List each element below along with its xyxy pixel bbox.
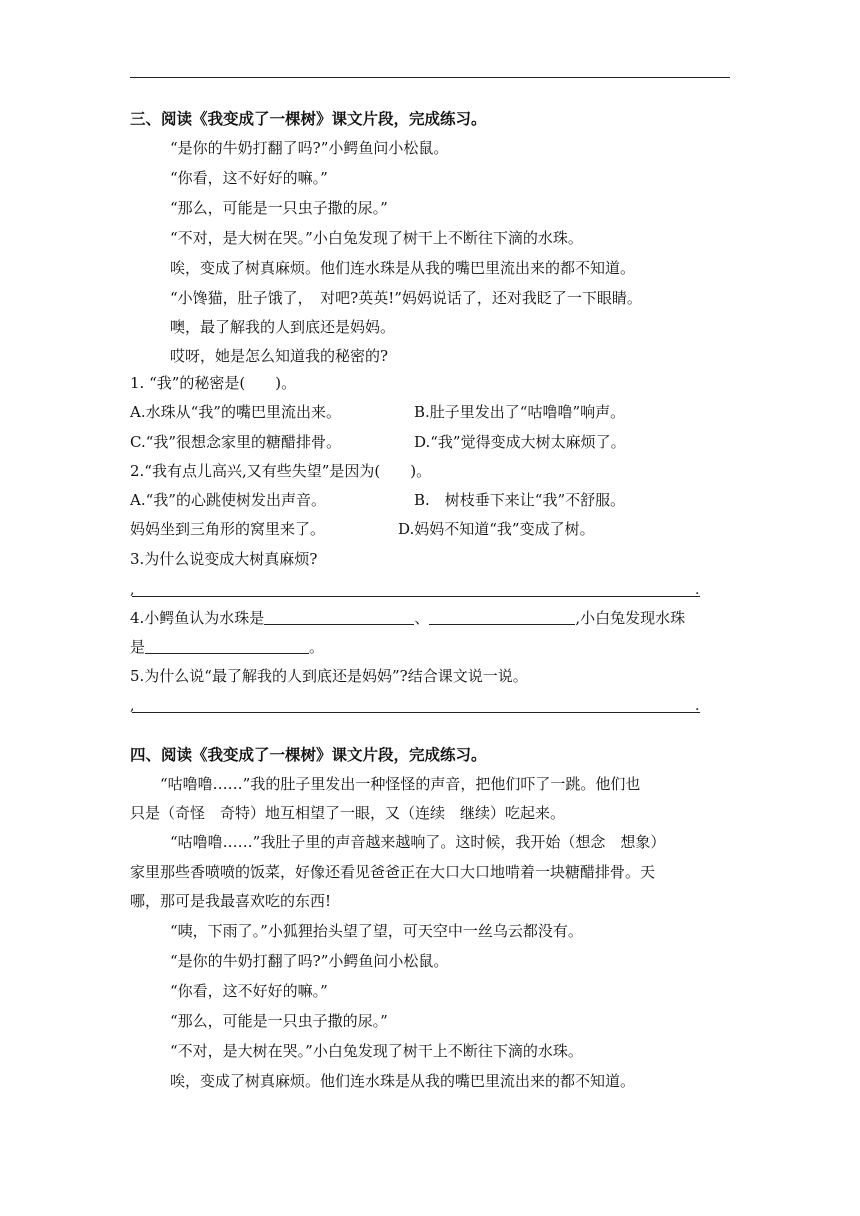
question-2-stem: 2.“我有点儿高兴,又有些失望”是因为( xyxy=(130,462,381,480)
question-1-stem: 1. “我”的秘密是( xyxy=(130,374,246,392)
passage-line: “是你的牛奶打翻了吗?”小鳄鱼问小松鼠。 xyxy=(170,952,449,970)
header-rule xyxy=(130,77,730,78)
passage-line: “是你的牛奶打翻了吗?”小鳄鱼问小松鼠。 xyxy=(170,139,449,157)
question-4-cont: 是 。 xyxy=(130,638,325,656)
answer-line-5[interactable] xyxy=(132,712,700,713)
option-2d: D.妈妈不知道“我”变成了树。 xyxy=(398,520,595,538)
answer-line-mark: , xyxy=(130,698,135,714)
option-2a: A.“我”的心跳使树发出声音。 xyxy=(130,491,326,509)
passage-line: “你看，这不好好的嘛。” xyxy=(170,169,328,187)
passage-line: 哪，那可是我最喜欢吃的东西! xyxy=(130,892,332,910)
option-1b: B.肚子里发出了“咕噜噜”响声。 xyxy=(414,403,626,421)
passage-line: “那么，可能是一只虫子撒的尿。” xyxy=(170,199,388,217)
answer-blank-4c[interactable] xyxy=(145,637,309,654)
passage-line: 唉，变成了树真麻烦。他们连水珠是从我的嘴巴里流出来的都不知道。 xyxy=(170,1072,636,1090)
answer-line-3[interactable] xyxy=(132,596,700,597)
question-2: 2.“我有点儿高兴,又有些失望”是因为( )。 xyxy=(130,462,432,480)
option-1c: C.“我”很想念家里的糖醋排骨。 xyxy=(130,433,342,451)
passage-line: “咦，下雨了。”小狐狸抬头望了望，可天空中一丝乌云都没有。 xyxy=(170,922,583,940)
passage-line: “你看，这不好好的嘛。” xyxy=(170,982,328,1000)
passage-line: 噢，最了解我的人到底还是妈妈。 xyxy=(170,318,396,336)
option-2b: B. 树枝垂下来让“我”不舒服。 xyxy=(414,491,626,509)
answer-line-mark: . xyxy=(695,582,700,598)
question-4: 4.小鳄鱼认为水珠是 、 ,小白兔发现水珠 xyxy=(130,609,686,627)
passage-line: “小馋猫，肚子饿了， 对吧?英英!”妈妈说话了，还对我眨了一下眼睛。 xyxy=(170,289,642,307)
passage-line: 唉，变成了树真麻烦。他们连水珠是从我的嘴巴里流出来的都不知道。 xyxy=(170,259,636,277)
question-3: 3.为什么说变成大树真麻烦? xyxy=(130,550,318,568)
section-4-title: 四、阅读《我变成了一棵树》课文片段，完成练习。 xyxy=(130,745,487,764)
passage-line: 家里那些香喷喷的饭菜，好像还看见爸爸正在大口大口地啃着一块糖醋排骨。天 xyxy=(130,863,656,881)
question-1: 1. “我”的秘密是( )。 xyxy=(130,374,297,392)
passage-line: “咕噜噜……”我肚子里的声音越来越响了。这时候，我开始（想念 想象） xyxy=(170,833,666,851)
passage-line: “咕噜噜……”我的肚子里发出一种怪怪的声音，把他们吓了一跳。他们也 xyxy=(160,775,641,793)
passage-line: “那么，可能是一只虫子撒的尿。” xyxy=(170,1012,388,1030)
answer-blank-4b[interactable] xyxy=(429,608,575,625)
passage-line: “不对，是大树在哭。”小白兔发现了树干上不断往下滴的水珠。 xyxy=(170,229,583,247)
answer-blank-4a[interactable] xyxy=(264,608,414,625)
section-3-title: 三、阅读《我变成了一棵树》课文片段，完成练习。 xyxy=(130,109,487,128)
passage-line: 只是（奇怪 奇特）地互相望了一眼，又（连续 继续）吃起来。 xyxy=(130,804,566,822)
answer-line-mark: , xyxy=(130,582,135,598)
option-1d: D.“我”觉得变成大树太麻烦了。 xyxy=(414,433,626,451)
passage-line: 哎呀，她是怎么知道我的秘密的? xyxy=(170,347,389,365)
option-2c: 妈妈坐到三角形的窝里来了。 xyxy=(130,520,326,538)
question-5: 5.为什么说“最了解我的人到底还是妈妈”?结合课文说一说。 xyxy=(130,667,528,685)
option-1a: A.水珠从“我”的嘴巴里流出来。 xyxy=(130,403,341,421)
passage-line: “不对，是大树在哭。”小白兔发现了树干上不断往下滴的水珠。 xyxy=(170,1042,583,1060)
answer-line-mark: . xyxy=(695,698,700,714)
